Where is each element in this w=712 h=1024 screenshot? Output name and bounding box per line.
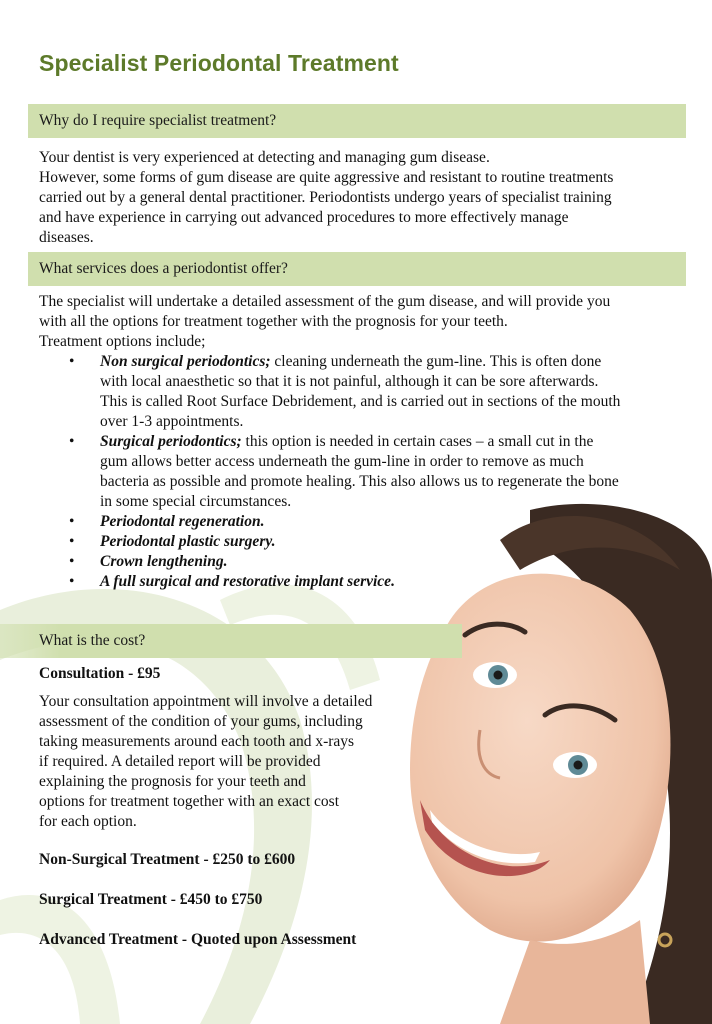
- paragraph-line: if required. A detailed report will be provided: [39, 753, 321, 770]
- paragraph-line: taking measurements around each tooth and x-rays: [39, 733, 355, 750]
- paragraph-line: diseases.: [39, 229, 94, 246]
- bullet-title: A full surgical and restorative implant service.: [100, 573, 395, 590]
- bullet-text: cleaning underneath the gum-line. This is often done: [270, 353, 602, 370]
- advanced-price: Advanced Treatment - Quoted upon Assessment: [39, 931, 357, 948]
- bullet-text: bacteria as possible and promote healing. This also allows us to regenerate the bone: [100, 473, 619, 490]
- paragraph-line: carried out by a general dental practitioner. Periodontists undergo years of specialist training: [39, 189, 612, 206]
- treatment-options-list: [39, 352, 679, 592]
- paragraph-line: The specialist will undertake a detailed assessment of the gum disease, and will provide you: [39, 293, 611, 310]
- section-heading-services: What services does a periodontist offer?: [28, 252, 686, 286]
- bullet-text: in some special circumstances.: [100, 493, 292, 510]
- bullet-icon: •: [69, 553, 75, 570]
- non-surgical-price: Non-Surgical Treatment - £250 to £600: [39, 851, 296, 868]
- bullet-icon: •: [69, 433, 75, 450]
- list-item: [39, 532, 679, 552]
- bullet-icon: •: [69, 513, 75, 530]
- bullet-title: Periodontal plastic surgery.: [100, 533, 276, 550]
- bullet-title: Periodontal regeneration.: [100, 513, 265, 530]
- bullet-text: This is called Root Surface Debridement, and is carried out in sections of the mouth: [100, 393, 621, 410]
- list-item: [39, 352, 679, 432]
- paragraph-line: and have experience in carrying out advanced procedures to more effectively manage: [39, 209, 569, 226]
- bullet-text: over 1-3 appointments.: [100, 413, 244, 430]
- list-item: [39, 512, 679, 532]
- paragraph-line: for each option.: [39, 813, 137, 830]
- list-item: [39, 572, 679, 592]
- consultation-description: [39, 692, 419, 832]
- section-heading-why-specialist: Why do I require specialist treatment?: [28, 104, 686, 138]
- bullet-icon: •: [69, 573, 75, 590]
- paragraph-line: with all the options for treatment together with the prognosis for your teeth.: [39, 313, 508, 330]
- paragraph-line: options for treatment together with an exact cost: [39, 793, 340, 810]
- consultation-price: Consultation - £95: [39, 665, 161, 682]
- bullet-title: Crown lengthening.: [100, 553, 228, 570]
- list-item: [39, 552, 679, 572]
- services-intro-paragraph: [39, 292, 679, 352]
- list-item: [39, 432, 679, 512]
- bullet-text: this option is needed in certain cases – a small cut in the: [241, 433, 594, 450]
- paragraph-line: explaining the prognosis for your teeth and: [39, 773, 306, 790]
- bullet-icon: •: [69, 353, 75, 370]
- bullet-title: Non surgical periodontics;: [100, 353, 271, 370]
- paragraph-line: Your consultation appointment will involve a detailed: [39, 693, 373, 710]
- page-title: Specialist Periodontal Treatment: [39, 50, 399, 76]
- bullet-icon: •: [69, 533, 75, 550]
- bullet-title: Surgical periodontics;: [100, 433, 242, 450]
- bullet-text: with local anaesthetic so that it is not painful, although it can be sore afterwards.: [100, 373, 599, 390]
- paragraph-line: Treatment options include;: [39, 333, 206, 350]
- why-specialist-paragraph: [39, 148, 679, 248]
- paragraph-line: assessment of the condition of your gums, including: [39, 713, 363, 730]
- section-heading-cost: What is the cost?: [0, 624, 462, 658]
- paragraph-line: However, some forms of gum disease are quite aggressive and resistant to routine treatments: [39, 169, 614, 186]
- bullet-text: gum allows better access underneath the gum-line in order to remove as much: [100, 453, 584, 470]
- surgical-price: Surgical Treatment - £450 to £750: [39, 891, 263, 908]
- paragraph-line: Your dentist is very experienced at detecting and managing gum disease.: [39, 149, 490, 166]
